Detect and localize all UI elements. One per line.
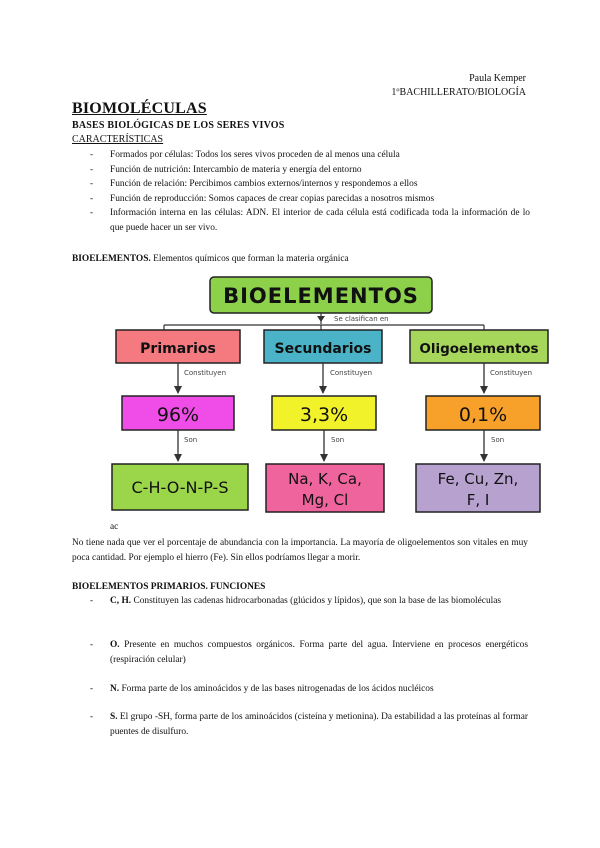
root-label: BIOELEMENTOS (223, 284, 419, 308)
primary-functions-list (90, 682, 528, 697)
elements-label: C-H-O-N-P-S (131, 478, 229, 497)
percent-label: 3,3% (299, 404, 349, 426)
characteristics-list (90, 148, 530, 236)
category-label: Oligoelementos (419, 341, 539, 357)
column-secundarios (264, 330, 384, 512)
page-title: BIOMOLÉCULAS (72, 100, 207, 117)
primary-functions-list (90, 710, 528, 739)
list-item: - C, H. Constituyen las cadenas hidrocarbonadas (glúcidos y lípidos), que son la base de las biomoléculas (90, 596, 502, 606)
son-label: Son (491, 436, 505, 444)
list-item: - Función de relación: Percibimos cambios externos/internos y respondemos a ellos (90, 179, 418, 190)
constituyen-label: Constituyen (330, 369, 373, 377)
category-label: Secundarios (274, 341, 372, 357)
characteristics-heading: CARACTERÍSTICAS (72, 134, 164, 145)
column-primarios (112, 330, 248, 510)
elements-label: Na, K, Ca, (288, 470, 362, 488)
elements-label: F, I (466, 491, 490, 509)
son-label: Son (184, 436, 198, 444)
primary-functions-heading: BIOELEMENTOS PRIMARIOS. FUNCIONES (72, 582, 266, 592)
subtitle: BASES BIOLÓGICAS DE LOS SERES VIVOS (72, 120, 285, 131)
elements-label: Fe, Cu, Zn, (437, 470, 519, 488)
author-name: Paula Kemper (469, 73, 526, 84)
constituyen-label: Constituyen (490, 369, 533, 377)
list-item: - S. El grupo -SH, forma parte de los aminoácidos (cisteína y metionina). Da estabilidad a las proteínas al formar puentes de disulfuro. (90, 712, 528, 737)
list-item: - Formados por células: Todos los seres vivos proceden de al menos una célula (90, 150, 400, 160)
bioelements-intro: BIOELEMENTOS. Elementos químicos que forman la materia orgánica (72, 254, 349, 264)
son-label: Son (331, 436, 345, 444)
bioelements-diagram (100, 272, 560, 524)
percent-label: 96% (156, 404, 200, 426)
primary-functions-list (90, 594, 528, 609)
classify-label: Se clasifican en (334, 315, 389, 323)
course-label: 1ºBACHILLERATO/BIOLOGÍA (391, 87, 526, 98)
stray-text: ac (110, 522, 119, 532)
constituyen-label: Constituyen (184, 369, 227, 377)
list-item: - Información interna en las células: ADN. El interior de cada célula está codificada toda la información de lo que puede hacer un ser vivo. (90, 208, 530, 233)
abundance-note: No tiene nada que ver el porcentaje de abundancia con la importancia. La mayoría de oligoelementos son vitales en muy poca cantidad. Por ejemplo el hierro (Fe). Sin ellos podríamos llegar a morir. (72, 538, 528, 563)
list-item: - N. Forma parte de los aminoácidos y de las bases nitrogenadas de los ácidos nucléicos (90, 684, 434, 694)
column-oligoelementos (410, 330, 548, 512)
elements-label: Mg, Cl (301, 491, 349, 509)
list-item: - Función de reproducción: Somos capaces de crear copias parecidas a nosotros mismos (90, 193, 435, 204)
list-item: - Función de nutrición: Intercambio de materia y energía del entorno (90, 164, 362, 175)
list-item: - O. Presente en muchos compuestos orgánicos. Forma parte del agua. Interviene en procesos energéticos (respiración celular) (90, 640, 528, 665)
percent-label: 0,1% (458, 404, 508, 426)
primary-functions-list (90, 638, 528, 667)
category-label: Primarios (140, 341, 216, 357)
